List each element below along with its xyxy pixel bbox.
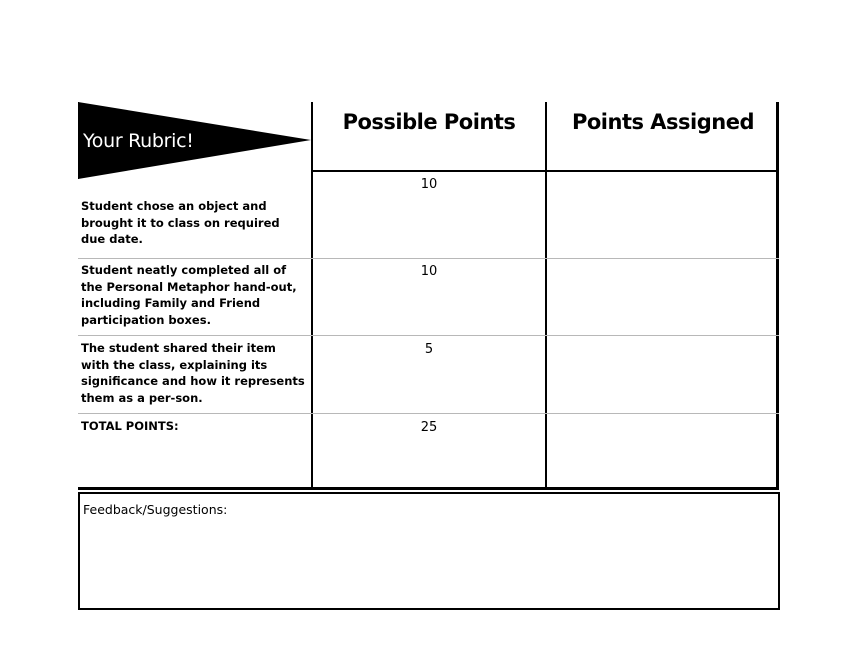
feedback-label: Feedback/Suggestions: [83, 502, 228, 517]
row-divider [78, 258, 779, 259]
possible-points-2: 10 [420, 264, 438, 279]
grid-line [776, 102, 779, 490]
header-possible-points: Possible Points [342, 110, 516, 134]
possible-points-3: 5 [424, 342, 434, 357]
rubric-title: Your Rubric! [83, 130, 194, 152]
header-points-assigned: Points Assigned [571, 110, 755, 134]
criterion-3: The student shared their item with the class, explaining its significance and how it represents them as a per-son. [81, 341, 305, 405]
possible-points-1: 10 [420, 177, 438, 192]
criterion-2: Student neatly completed all of the Personal Metaphor hand-out, including Family and Friend participation boxes. [81, 263, 297, 327]
criterion-total: TOTAL POINTS: [81, 419, 179, 433]
header-bottom-line [311, 170, 779, 172]
criterion-1: Student chose an object and brought it to class on required due date. [81, 199, 280, 246]
table-bottom-line [78, 487, 779, 490]
grid-line [78, 102, 79, 179]
rubric-table [78, 102, 780, 490]
possible-points-total: 25 [420, 420, 438, 435]
row-divider [78, 335, 779, 336]
row-divider [78, 413, 779, 414]
feedback-box[interactable] [78, 492, 780, 610]
